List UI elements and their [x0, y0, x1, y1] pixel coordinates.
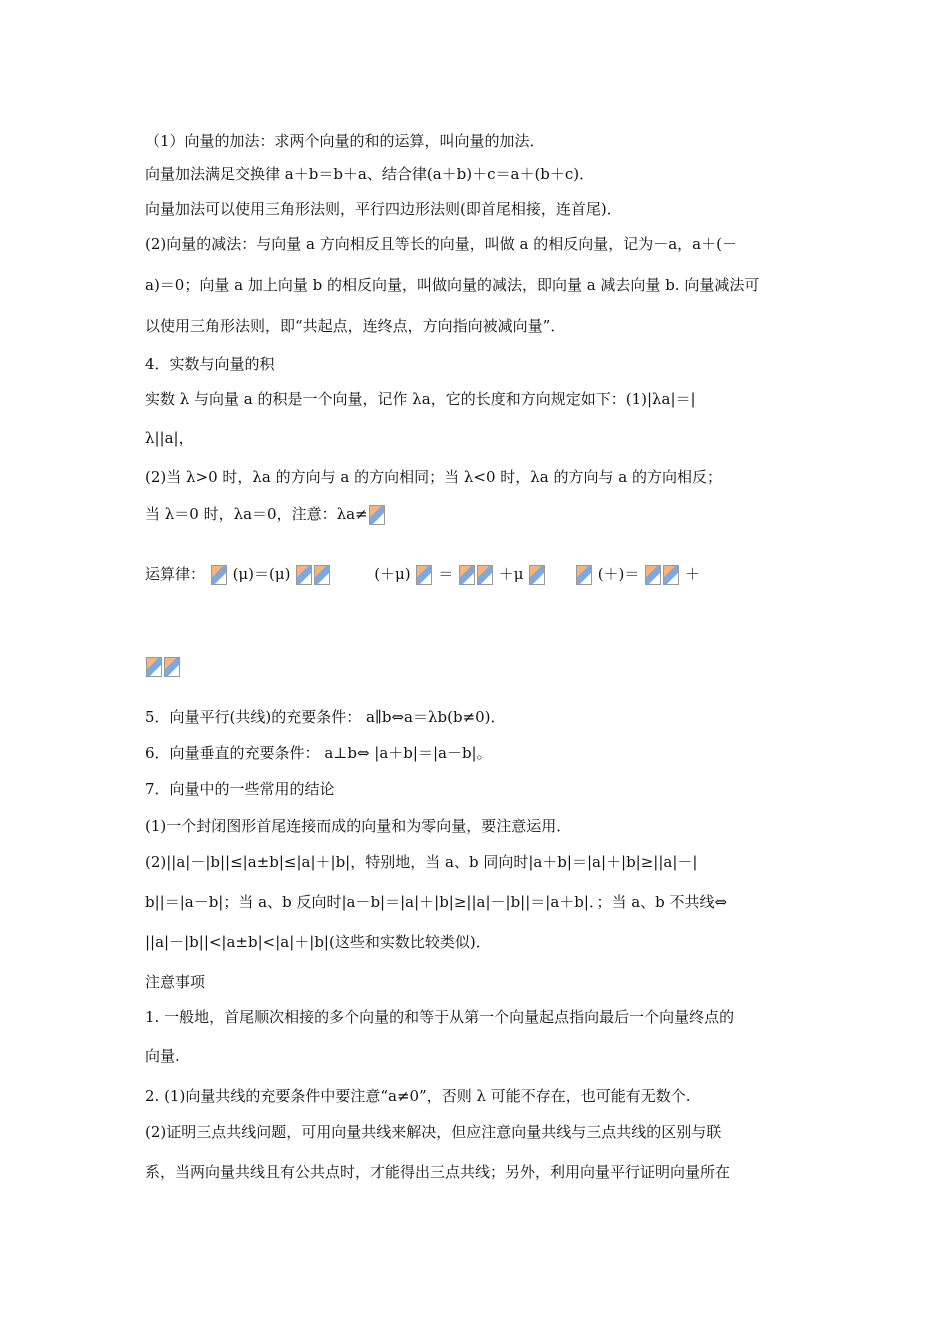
law-part: ＋μ [498, 565, 524, 583]
law-part: (μ)＝(μ) [232, 565, 291, 583]
text-line: 向量. [145, 1047, 180, 1065]
text-line: b||＝|a－b|；当 a、b 反向时|a－b|＝|a|＋|b|≥||a|－|b||＝|a＋b|．；当 a、b 不共线⇔ [145, 893, 728, 911]
section-heading: 注意事项 [145, 973, 206, 991]
laws-label: 运算律： [145, 565, 206, 583]
section-heading: 7．向量中的一些常用的结论 [145, 780, 335, 798]
vector-image-icon [459, 565, 475, 585]
text-line: (1)一个封闭图形首尾连接而成的向量和为零向量，要注意运用． [145, 817, 572, 835]
vector-image-icon [164, 657, 180, 677]
vector-image-icon [576, 565, 592, 585]
law-part: (＋)＝ [597, 565, 640, 583]
vector-image-icon [146, 657, 162, 677]
text-line: 6．向量垂直的充要条件： a⊥b⇔ |a＋b|＝|a－b|。 [145, 744, 492, 762]
text-line: 系，当两向量共线且有公共点时，才能得出三点共线；另外，利用向量平行证明向量所在 [145, 1163, 731, 1181]
text-line: (2)||a|－|b||≤|a±b|≤|a|＋|b|，特别地，当 a、b 同向时|a＋b|＝|a|＋|b|≥||a|－| [145, 853, 698, 871]
text-line: 以使用三角形法则，即“共起点，连终点，方向指向被减向量”． [145, 317, 566, 335]
text-line: 向量加法可以使用三角形法则，平行四边形法则(即首尾相接，连首尾)． [145, 200, 622, 218]
text-line: 1. 一般地，首尾顺次相接的多个向量的和等于从第一个向量起点指向最后一个向量终点的 [145, 1008, 735, 1026]
text-line: (2)向量的减法：与向量 a 方向相反且等长的向量，叫做 a 的相反向量，记为－a，a＋(－ [145, 235, 737, 253]
operation-laws [145, 563, 700, 585]
text-line [145, 503, 386, 525]
text-line: a)＝0；向量 a 加上向量 b 的相反向量，叫做向量的减法，即向量 a 减去向量 b. 向量减法可 [145, 276, 760, 294]
text-line: (2)证明三点共线问题，可用向量共线来解决，但应注意向量共线与三点共线的区别与联 [145, 1123, 722, 1141]
law-part: ＝ [438, 565, 454, 583]
vector-image-icon [296, 565, 312, 585]
text-line: （1）向量的加法：求两个向量的和的运算，叫向量的加法． [145, 132, 545, 150]
text-line: ||a|－|b||<|a±b|<|a|＋|b|(这些和实数比较类似)． [145, 933, 491, 951]
vector-image-icon [529, 565, 545, 585]
vector-images-row [145, 655, 181, 677]
text-line: λ||a|， [145, 429, 194, 447]
vector-image-icon [211, 565, 227, 585]
law-part: (＋μ) [374, 565, 411, 583]
law-part: ＋ [684, 565, 700, 583]
text-line-content: 当 λ＝0 时，λa＝0，注意：λa≠ [145, 505, 368, 523]
vector-image-icon [477, 565, 493, 585]
vector-image-icon [663, 565, 679, 585]
vector-image-icon [416, 565, 432, 585]
section-heading: 4．实数与向量的积 [145, 355, 275, 373]
vector-image-icon [645, 565, 661, 585]
text-line: 5．向量平行(共线)的充要条件： a∥b⇔a＝λb(b≠0)． [145, 708, 506, 726]
text-line: 向量加法满足交换律 a＋b＝b＋a、结合律(a＋b)＋c＝a＋(b＋c)． [145, 165, 595, 183]
text-line: 2. (1)向量共线的充要条件中要注意“a≠0”，否则 λ 可能不存在，也可能有无数个. [145, 1087, 691, 1105]
text-line: 实数 λ 与向量 a 的积是一个向量，记作 λa，它的长度和方向规定如下：(1)|λa|＝| [145, 390, 696, 408]
text-line: (2)当 λ>0 时，λa 的方向与 a 的方向相同；当 λ<0 时，λa 的方向与 a 的方向相反； [145, 468, 722, 486]
vector-image-icon [314, 565, 330, 585]
vector-image-icon [369, 505, 385, 525]
